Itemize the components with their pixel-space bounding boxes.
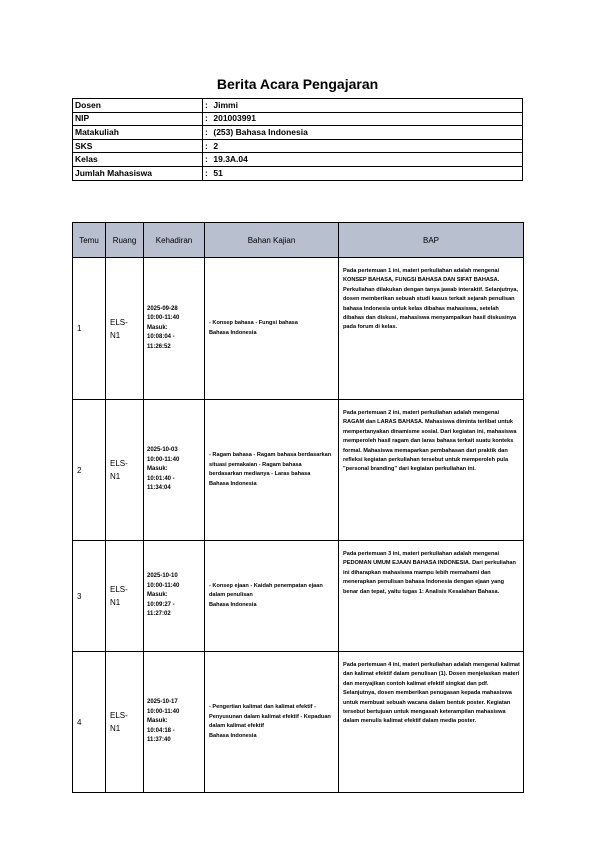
info-value-text: 51 [213, 167, 223, 178]
colon: : [205, 113, 208, 124]
cell-kehadiran: 2025-10-17 10:00-11:40 Masuk: 10:04:18 - 11:37:40 [144, 652, 205, 793]
info-value [203, 99, 523, 113]
cell-temu: 4 [73, 652, 106, 793]
colon: : [205, 167, 208, 178]
cell-ruang: ELS- N1 [106, 541, 144, 652]
cell-temu: 3 [73, 541, 106, 652]
info-row [73, 99, 523, 113]
header-bahan-kajian: Bahan Kajian [205, 223, 339, 258]
header-temu: Temu [73, 223, 106, 258]
header-kehadiran: Kehadiran [144, 223, 205, 258]
table-row [73, 652, 524, 793]
info-value-text: 201003991 [213, 113, 256, 124]
info-label: SKS [73, 139, 203, 153]
info-row [73, 139, 523, 153]
cell-bahan-kajian: - Ragam bahasa - Ragam bahasa berdasarkan situasi pemakaian - Ragam bahasa berdasarkan medianya - Laras bahasa Bahasa Indonesia [205, 400, 339, 541]
cell-kehadiran: 2025-09-28 10:00-11:40 Masuk: 10:08:04 - 11:26:52 [144, 258, 205, 400]
colon: : [205, 99, 208, 110]
colon: : [205, 140, 208, 151]
table-row [73, 541, 524, 652]
cell-bahan-kajian: - Konsep ejaan - Kaidah penempatan ejaan dalam penulisan Bahasa Indonesia [205, 541, 339, 652]
header-ruang: Ruang [106, 223, 144, 258]
info-label: NIP [73, 112, 203, 126]
info-value-text: Jimmi [213, 99, 238, 110]
cell-bap: Pada pertemuan 2 ini, materi perkuliahan adalah mengenai RAGAM dan LARAS BAHASA. Mahasiswa diminta terlibat untuk mempertanyakan dinamisme sosial. Dari kegiatan ini, mahasiswa memperoleh hasil ragam dan laras bahasa terkait suatu konteks formal. Mahasiswa memaparkan pembahasan dari praktik dan refleksi kegiatan perkuliahan tersebut untuk memperoleh pula "personal branding" dari kegiatan perkuliahan ini. [339, 400, 524, 541]
info-label: Dosen [73, 99, 203, 113]
cell-ruang: ELS- N1 [106, 652, 144, 793]
info-row [73, 126, 523, 140]
info-value [203, 126, 523, 140]
info-label: Jumlah Mahasiswa [73, 166, 203, 180]
cell-temu: 2 [73, 400, 106, 541]
bap-table [72, 222, 524, 793]
info-value [203, 153, 523, 167]
info-value-text: (253) Bahasa Indonesia [213, 126, 308, 137]
info-row [73, 153, 523, 167]
info-value [203, 166, 523, 180]
info-row [73, 112, 523, 126]
info-label: Kelas [73, 153, 203, 167]
cell-bap: Pada pertemuan 1 ini, materi perkuliahan adalah mengenai KONSEP BAHASA, FUNGSI BAHASA DAN SIFAT BAHASA. Perkuliahan dilakukan dengan tanya jawab interaktif. Selanjutnya, dosen memberikan sebuah studi kasus terkait sejarah penulisan bahasa Indonesia untuk kelas dibahas mahasiswa, setelah dibahas dan diskusi, mahasiswa menyampaikan hasil diskusinya pada forum di kelas. [339, 258, 524, 400]
info-table [72, 98, 523, 181]
cell-kehadiran: 2025-10-10 10:00-11:40 Masuk: 10:09:27 - 11:27:02 [144, 541, 205, 652]
info-value [203, 112, 523, 126]
info-value-text: 2 [213, 140, 219, 151]
table-row [73, 400, 524, 541]
colon: : [205, 154, 208, 165]
cell-bahan-kajian: - Konsep bahasa - Fungsi bahasa Bahasa Indonesia [205, 258, 339, 400]
header-bap: BAP [339, 223, 524, 258]
cell-bap: Pada pertemuan 3 ini, materi perkuliahan adalah mengenai PEDOMAN UMUM EJAAN BAHASA INDONESIA. Dari perkuliahan ini diharapkan mahasiswa mampu lebih memahami dan menerapkan penulisan bahasa Indonesia dengan ejaan yang benar dan tepat, yaitu tugas 1: Analisis Kesalahan Bahasa. [339, 541, 524, 652]
table-row [73, 258, 524, 400]
info-row [73, 166, 523, 180]
colon: : [205, 126, 208, 137]
info-label: Matakuliah [73, 126, 203, 140]
table-header-row [73, 223, 524, 258]
cell-bap: Pada pertemuan 4 ini, materi perkuliahan adalah mengenai kalimat dan kalimat efektif dalam penulisan (1). Dosen menjelaskan materi dan menyajikan contoh kalimat efektif singkat dan pdf. Selanjutnya, dosen memberikan penugasan kepada mahasiswa untuk membuat sebuah wacana dalam bentuk poster. Kegiatan tersebut bertujuan untuk mengasah keterampilan mahasiswa dalam menulis kalimat efektif dalam media poster. [339, 652, 524, 793]
info-value [203, 139, 523, 153]
cell-kehadiran: 2025-10-03 10:00-11:40 Masuk: 10:01:40 - 11:34:04 [144, 400, 205, 541]
document-title: Berita Acara Pengajaran [216, 76, 379, 92]
cell-temu: 1 [73, 258, 106, 400]
cell-ruang: ELS- N1 [106, 258, 144, 400]
info-value-text: 19.3A.04 [213, 154, 248, 165]
cell-ruang: ELS- N1 [106, 400, 144, 541]
cell-bahan-kajian: - Pengertian kalimat dan kalimat efektif - Penyusunan dalam kalimat efektif - Kepaduan dalam kalimat efektif Bahasa Indonesia [205, 652, 339, 793]
